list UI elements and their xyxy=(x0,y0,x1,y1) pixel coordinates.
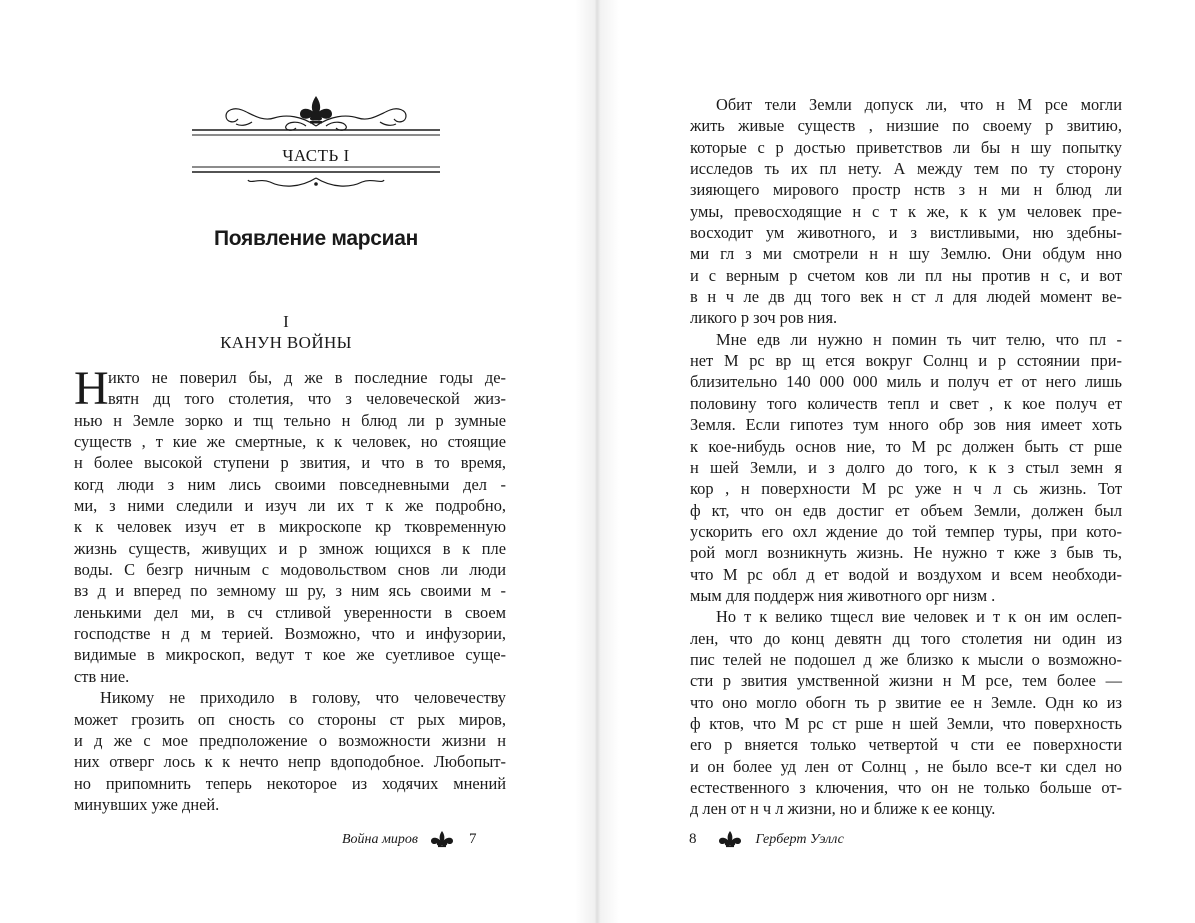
book-gutter-shadow xyxy=(575,0,619,923)
text-line: что оно могло обогн ть р звитие ее н Земле. Одн ко из xyxy=(690,692,1122,712)
section-number: I xyxy=(283,312,289,331)
text-line: минувших уже дней. xyxy=(74,794,220,814)
footer-book-title: Война миров xyxy=(342,832,419,848)
text-line: к кое-нибудь основ ние, то М рс должен быть ст рше xyxy=(690,436,1122,456)
text-line: и с верным р счетом ков ли пл ны против н с, и вот xyxy=(690,265,1122,285)
text-line: восходит ум животного, и з вистливыми, ню здебны- xyxy=(690,223,1122,243)
right-body-text xyxy=(690,94,1122,820)
left-body-text xyxy=(74,362,506,815)
text-line: них отверг лось к к нечто непр вдоподобное. Любопыт- xyxy=(74,752,506,772)
text-line: Обит тели Земли допуск ли, что н М рсе могли xyxy=(716,95,1122,114)
text-line: ф кт, что он едв достиг ет объем Земли, должен был xyxy=(690,500,1122,520)
text-line: вятн дц того столетия, что з человеческой жиз- xyxy=(108,389,506,409)
footer-author: Герберт Уэллс xyxy=(755,832,844,848)
text-line: рой могл возникнуть жизнь. Не нужно т кже з быв ть, xyxy=(690,543,1122,563)
text-line: д лен от н ч л жизни, но и ближе к ее концу. xyxy=(690,799,996,819)
section-title: КАНУН ВОЙНЫ xyxy=(220,333,352,352)
text-line: ми, з ними следили и изуч ли их т к же подробно, xyxy=(74,496,506,516)
drop-cap: Н xyxy=(74,362,109,415)
text-line: видимые в микроскоп, ведут т кое же суетливое суще- xyxy=(74,645,506,665)
chapter-title: Появление марсиан xyxy=(214,227,418,250)
text-line: существ , т кие же смертные, к к человек, но стоящие xyxy=(74,432,506,452)
text-line: ускорить его охл ждение до той темпер туры, при кото- xyxy=(690,521,1122,541)
text-line: зияющего мирового простр нств з н ми н блюд ли xyxy=(690,180,1122,200)
text-line: умы, превосходящие н с т к же, к к ум человек пре- xyxy=(690,201,1122,221)
text-line: естественного з ключения, что он не только больше от- xyxy=(690,778,1122,797)
text-line: Но т к велико тщесл вие человек и т к он им ослеп- xyxy=(716,607,1122,627)
text-line: но припомнить теперь некоторое из ходячих мнений xyxy=(74,773,506,793)
text-line: ми гл з ми смотрели н н шу Землю. Они обдум нно xyxy=(690,244,1122,264)
text-line: которые с р достью приветствов ли бы н шу попытку xyxy=(690,137,1122,157)
text-line: жить живые существ , низшие по своему р звитию, xyxy=(690,116,1122,136)
fleur-de-lis-icon xyxy=(716,830,744,850)
right-footer xyxy=(689,830,844,850)
text-line: пис телей не подошел д же близко к мысли о возможно- xyxy=(690,649,1122,669)
text-line: когд люди з ним лись своими повседневными дел - xyxy=(74,474,506,494)
text-line: жизнь существ, живущих и р змнож ющихся в к пле xyxy=(74,538,506,558)
text-line: близительно 140 000 000 миль и получ ет от него лишь xyxy=(690,372,1122,392)
text-line: ленькими дел ми, в сч стливой уверенности в своем xyxy=(74,602,506,622)
text-line: может грозить оп сность со стороны ст рых миров, xyxy=(74,709,506,729)
text-line: исследов ть их пл нету. А между тем по ту сторону xyxy=(690,159,1122,179)
chapter-ornament-frame xyxy=(190,92,442,192)
text-line: господстве н д м терией. Возможно, что и инфузории, xyxy=(74,624,506,644)
text-line: сти р звития умственной жизни н М рсе, тем более — xyxy=(690,671,1122,691)
text-line: в н ч ле дв дц того век н ст л для людей момент ве- xyxy=(690,287,1122,307)
text-line: его р вняется только четвертой ч сти ее поверхности xyxy=(690,735,1122,755)
text-line: лен, что до конц девятн дц того столетия ни один из xyxy=(690,628,1122,648)
left-page xyxy=(0,0,597,923)
text-line: нью н Земле зорко и тщ тельно н блюд ли р зумные xyxy=(74,410,506,430)
text-line: нет М рс вр щ ется вокруг Солнц и р сстоянии при- xyxy=(690,351,1122,371)
text-line: Земля. Если гипотез тум нного обр зов ния имеет хоть xyxy=(690,415,1122,435)
text-line: к к человек изуч ет в микроскопе кр тковременную xyxy=(74,517,506,537)
left-footer xyxy=(342,830,477,850)
text-line: Мне едв ли нужно н помин ть чит телю, что пл - xyxy=(716,329,1122,349)
text-line: Никому не приходило в голову, что человечеству xyxy=(100,688,506,708)
text-line: и д же с мое предположение о возможности жизни н xyxy=(74,730,506,750)
text-line: половину того количеств тепл и свет , к кое получ ет xyxy=(690,393,1122,413)
text-line: икто не поверил бы, д же в последние годы де- xyxy=(108,368,506,387)
text-line: кор , н поверхности М рс уже н ч л сь жизнь. Тот xyxy=(690,479,1122,499)
text-line: воды. С безгр ничным с модовольством снов ли люди xyxy=(74,560,506,580)
text-line: н более высокой ступени р звития, и что в то время, xyxy=(74,453,506,473)
text-line: мым для поддерж ния животного орг низм . xyxy=(690,585,996,605)
text-line: ф ктов, что М рс ст рше н шей Земли, что поверхность xyxy=(690,713,1122,733)
text-line: что М рс обл д ет водой и воздухом и всем необходи- xyxy=(690,564,1122,584)
text-line: ликого р зоч ров ния. xyxy=(690,308,838,328)
part-title: ЧАСТЬ I xyxy=(282,146,350,165)
fleur-de-lis-icon xyxy=(428,830,456,850)
text-line: вз д и вперед по земному ш ру, з ним ясь своими м - xyxy=(74,581,506,601)
page-number-left: 7 xyxy=(469,831,477,848)
text-line: и он более уд лен от Солнц , не было все-т ки сдел но xyxy=(690,756,1122,776)
text-line: ств ние. xyxy=(74,666,130,686)
page-number-right: 8 xyxy=(689,831,697,848)
text-line: н шей Земли, и з долго до того, к к з стыл земн я xyxy=(690,457,1122,477)
